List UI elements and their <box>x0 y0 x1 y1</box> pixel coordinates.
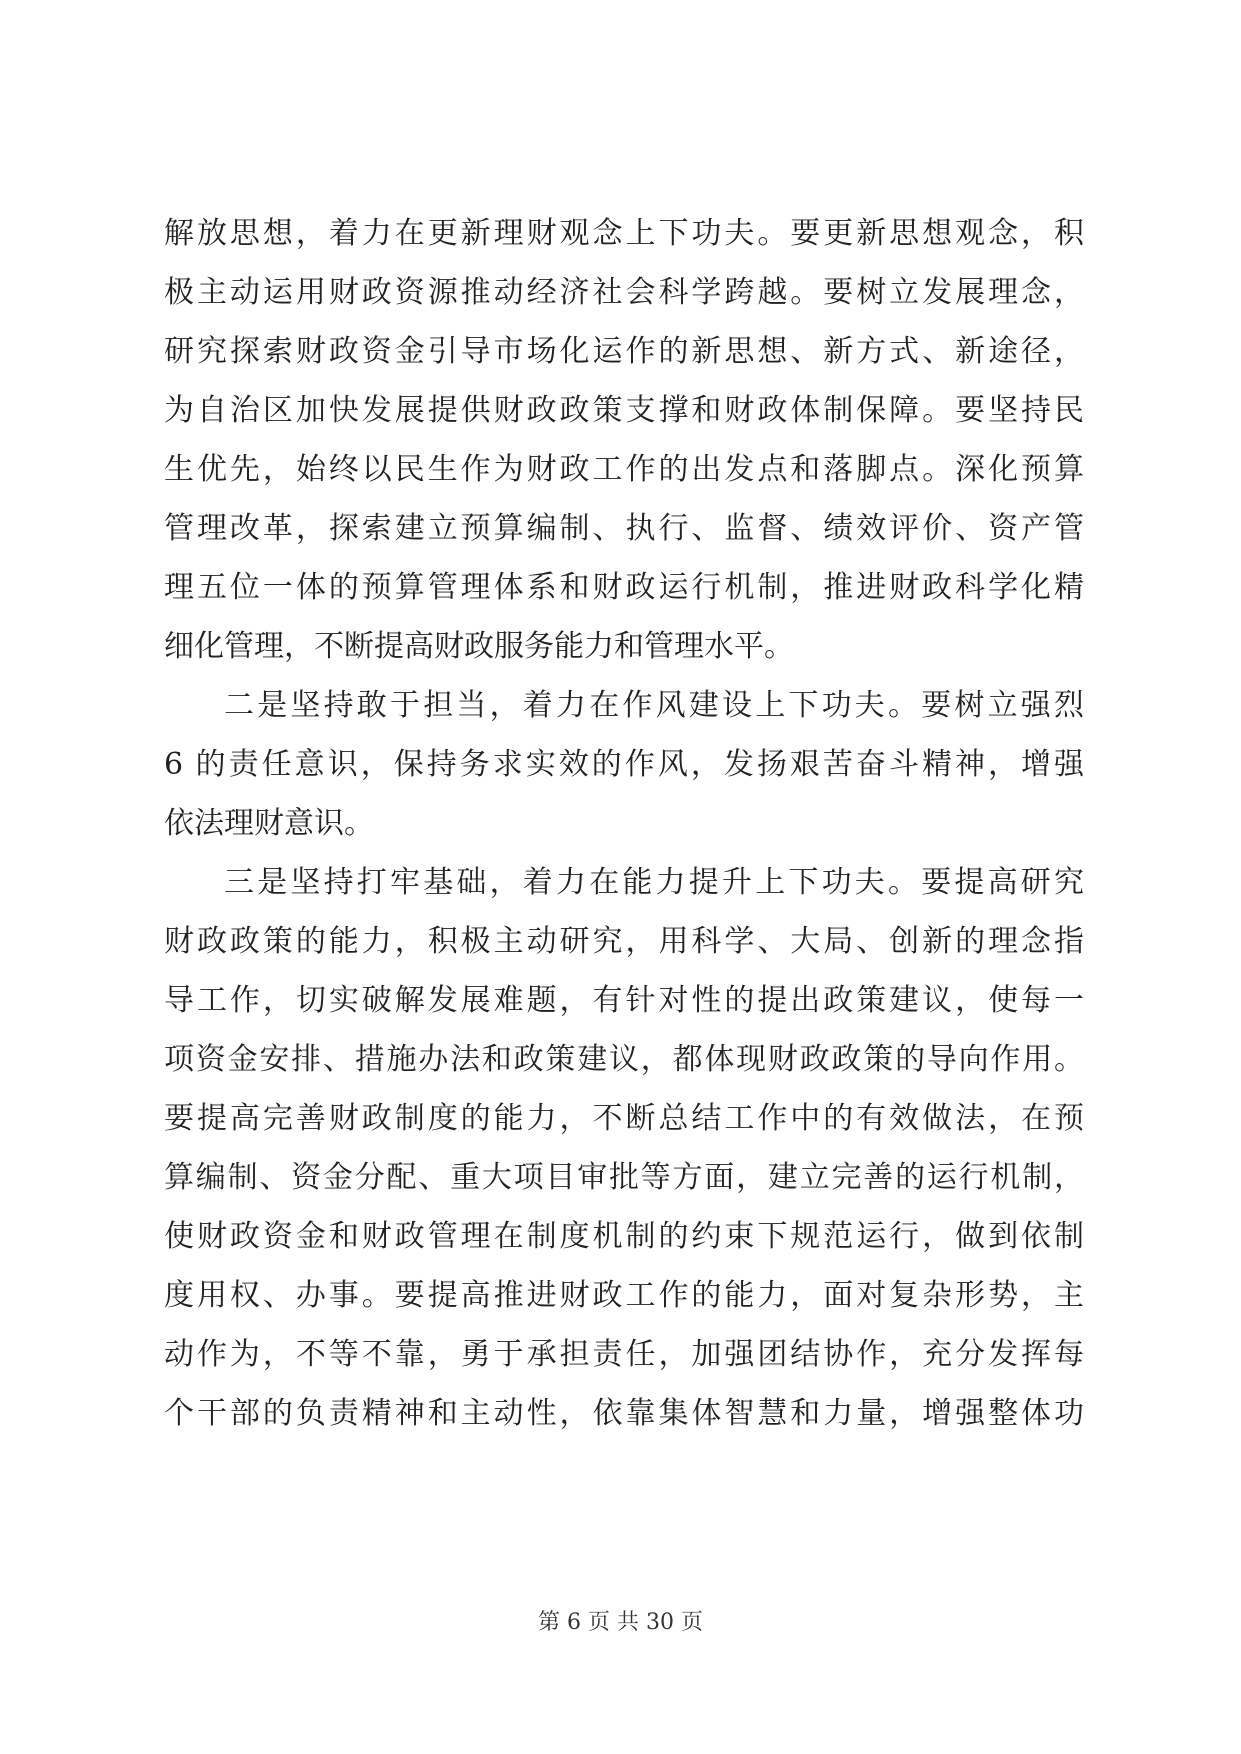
text-line: 管理改革，探索建立预算编制、执行、监督、绩效评价、资产管 <box>164 511 1084 546</box>
text-line: 依法理财意识。 <box>164 806 374 841</box>
text-line: 个干部的负责精神和主动性，依靠集体智慧和力量，增强整体功 <box>164 1396 1084 1431</box>
paragraph-start-line: 二是坚持敢于担当，着力在作风建设上下功夫。要树立强烈 <box>224 688 1084 723</box>
text-line: 使财政资金和财政管理在制度机制的约束下规范运行，做到依制 <box>164 1219 1084 1254</box>
text-line: 解放思想，着力在更新理财观念上下功夫。要更新思想观念，积 <box>164 216 1084 251</box>
text-line: 度用权、办事。要提高推进财政工作的能力，面对复杂形势，主 <box>164 1278 1084 1313</box>
text-line: 理五位一体的预算管理体系和财政运行机制，推进财政科学化精 <box>164 570 1084 605</box>
text-line: 极主动运用财政资源推动经济社会科学跨越。要树立发展理念， <box>164 275 1084 310</box>
text-line: 导工作，切实破解发展难题，有针对性的提出政策建议，使每一 <box>164 983 1084 1018</box>
text-line: 为自治区加快发展提供财政政策支撑和财政体制保障。要坚持民 <box>164 393 1084 428</box>
page-number-footer: 第 6 页 共 30 页 <box>538 1610 703 1635</box>
text-line: 项资金安排、措施办法和政策建议，都体现财政政策的导向作用。 <box>164 1042 1084 1077</box>
text-line: 要提高完善财政制度的能力，不断总结工作中的有效做法，在预 <box>164 1101 1084 1136</box>
text-line: 研究探索财政资金引导市场化运作的新思想、新方式、新途径， <box>164 334 1084 369</box>
document-body <box>164 204 1084 1443</box>
paragraph-start-line: 三是坚持打牢基础，着力在能力提升上下功夫。要提高研究 <box>224 865 1084 900</box>
text-line: 细化管理，不断提高财政服务能力和管理水平。 <box>164 629 794 664</box>
text-line: 6 的责任意识，保持务求实效的作风，发扬艰苦奋斗精神，增强 <box>164 747 1084 782</box>
text-line: 算编制、资金分配、重大项目审批等方面，建立完善的运行机制， <box>164 1160 1084 1195</box>
text-line: 动作为，不等不靠，勇于承担责任，加强团结协作，充分发挥每 <box>164 1337 1084 1372</box>
text-line: 生优先，始终以民生作为财政工作的出发点和落脚点。深化预算 <box>164 452 1084 487</box>
text-line: 财政政策的能力，积极主动研究，用科学、大局、创新的理念指 <box>164 924 1084 959</box>
